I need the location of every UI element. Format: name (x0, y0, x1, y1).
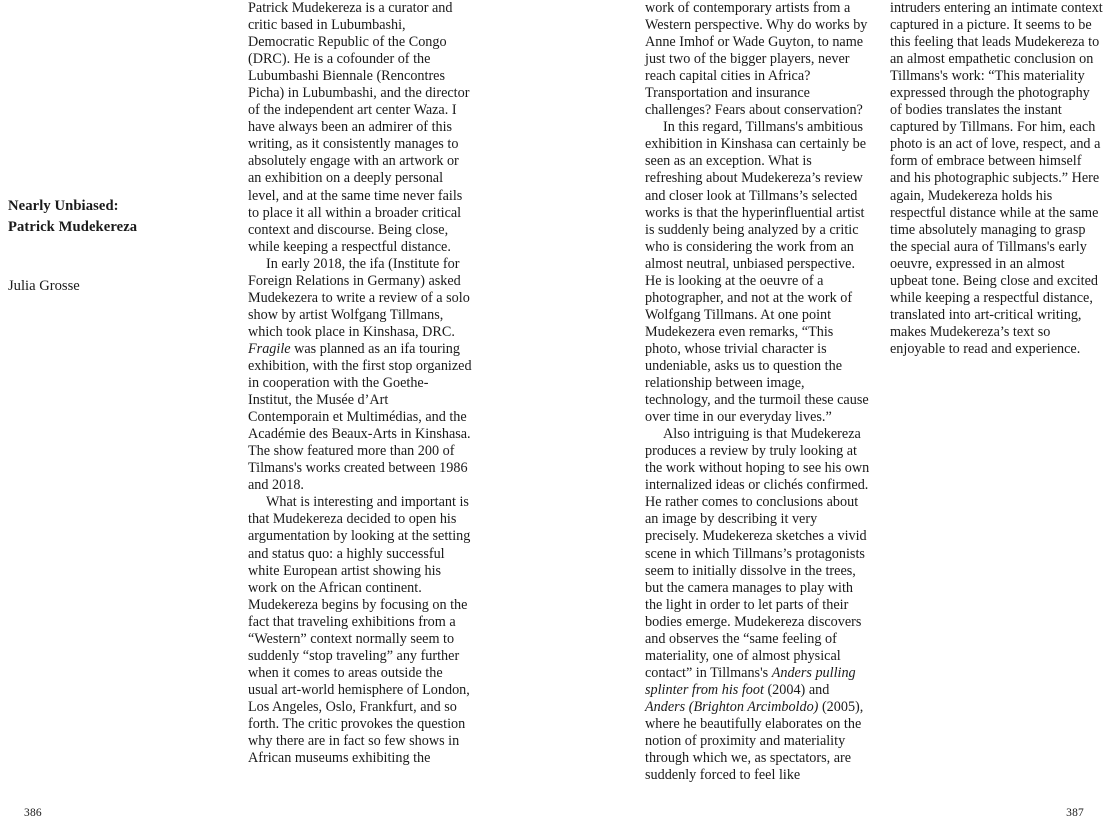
article-title-line-1: Nearly Unbiased: (8, 198, 119, 214)
page-title (8, 196, 223, 238)
page-number-recto: 387 (1066, 807, 1084, 819)
paragraph-text: In early 2018, the ifa (Institute for Foreign Relations in Germany) asked Mudekezera to write a review of a solo show by artist Wolfgang Tillmans, which took place in Kinshasa, DRC. (248, 255, 470, 340)
text-column-2 (645, 0, 872, 784)
article-heading-block (8, 196, 223, 296)
paragraph: Patrick Mudekereza is a curator and critic based in Lubumbashi, Democratic Republic of the Congo (DRC). He is a cofounder of the Lubumbashi Biennale (Rencontres Picha) in Lubumbashi, and the director of the independent art center Waza. I have always been an admirer of this writing, as it consistently manages to absolutely engage with an artwork or an exhibition on a deeply personal level, and at the same time never fails to place it all within a broader critical context and discourse. Being close, while keeping a respectful distance. (248, 0, 470, 255)
paragraph (645, 426, 872, 784)
paragraph: In this regard, Tillmans's ambitious exhibition in Kinshasa can certainly be seen as an exception. What is refreshing about Mudekereza’s review and closer look at Tillmans’s selected works is that the hyperinfluential artist is suddenly being analyzed by a critic who is considering the work from an almost neutral, unbiased perspective. He is looking at the oeuvre of a photographer, and not at the work of Wolfgang Tillmans. At one point Mudekezera even remarks, “This photo, whose trivial character is undeniable, asks us to question the relationship between image, technology, and the turmoil these cause over time in our everyday lives.” (645, 119, 869, 426)
paragraph-text: was planned as an ifa touring exhibition, with the first stop organized in cooperation with the Goethe-Institut, the Musée d’Art Contemporain et Multimédias, and the Académie des Beaux-Arts in Kinshasa. The show featured more than 200 of Tilmans's works created between 1986 and 2018. (248, 340, 472, 494)
article-title-line-2: Patrick Mudekereza (8, 219, 138, 235)
paragraph-text: (2004) and (763, 681, 830, 698)
paragraph-text: Also intriguing is that Mudekereza produces a review by truly looking at the work without hoping to see his own internalized ideas or clichés confirmed. He rather comes to conclusions about an image by describing it very precisely. Mudekereza sketches a vivid scene in which Tillmans’s protagonists seem to initially dissolve in the trees, but the camera manages to play with the light in order to let parts of their bodies emerge. Mudekereza discovers and observes the “same feeling of materiality, one of almost physical contact” in Tillmans's (645, 426, 870, 681)
paragraph-text: (2005), where he beautifully elaborates on the notion of proximity and materiality through which we, as spectators, are suddenly forced to feel like (645, 698, 864, 784)
text-column-3 (890, 0, 1103, 358)
paragraph: What is interesting and important is that Mudekereza decided to open his argumentation by looking at the setting and status quo: a highly successful white European artist showing his work on the African continent. Mudekereza begins by focusing on the fact that traveling exhibitions from a “Western” context normally seem to suddenly “stop traveling” any further when it comes to areas outside the usual art-world hemisphere of London, Los Angeles, Oslo, Frankfurt, and so forth. The critic provokes the question why there are in fact so few shows in African museums exhibiting the (248, 494, 471, 767)
artwork-title: Fragile (248, 340, 291, 357)
paragraph: work of contemporary artists from a Western perspective. Why do works by Anne Imhof or Wade Guyton, to name just two of the bigger players, never reach capital cities in Africa? Transportation and insurance challenges? Fears about conservation? (645, 0, 868, 119)
text-column-1 (248, 0, 472, 767)
artwork-title: Anders pulling splinter from his foot (645, 664, 856, 698)
article-author: Julia Grosse (8, 278, 80, 294)
paragraph: intruders entering an intimate context captured in a picture. It seems to be this feeling that leads Mudekereza to an almost empathetic conclusion on Tillmans's work: “This materiality expressed through the photography of bodies translates the instant captured by Tillmans. For him, each photo is an act of love, respect, and a form of embrace between himself and his photographic subjects.” Here again, Mudekereza holds his respectful distance while at the same time absolutely managing to grasp the special aura of Tillmans's early oeuvre, expressed in an almost upbeat tone. Being close and excited while keeping a respectful distance, translated into art-critical writing, makes Mudekereza’s text so enjoyable to read and experience. (890, 0, 1103, 357)
artwork-title: Anders (Brighton Arcimboldo) (645, 698, 819, 715)
paragraph (248, 256, 472, 495)
page-number-verso: 386 (24, 807, 42, 819)
